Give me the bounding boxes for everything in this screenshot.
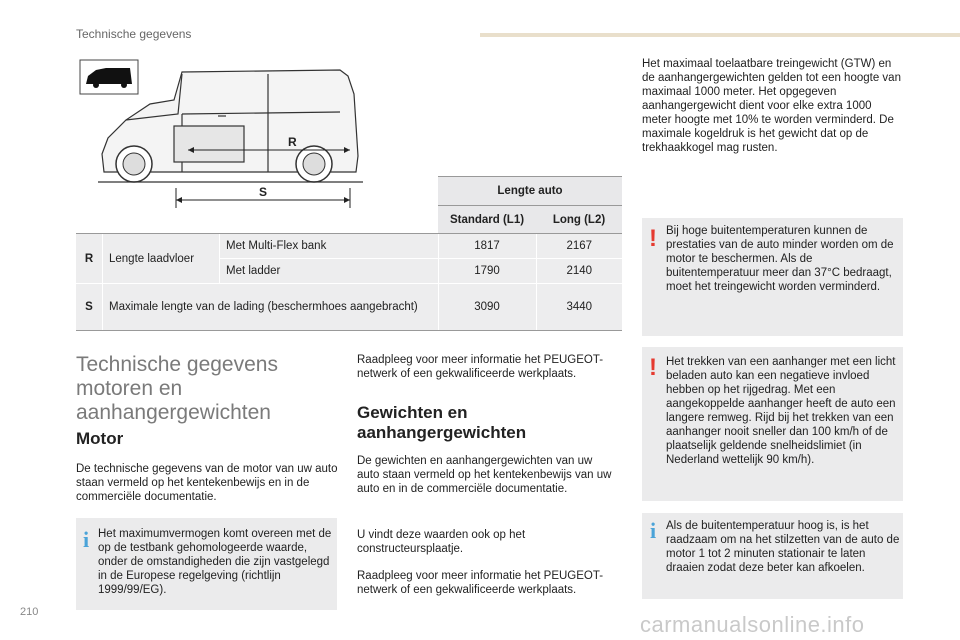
length-table xyxy=(76,176,622,331)
watermark: carmanualsonline.info xyxy=(640,612,865,637)
page-title: Technische gegevens motoren en aanhangergewichten xyxy=(76,353,278,424)
info-text: Als de buitentemperatuur hoog is, is het raadzaam om na het stilzetten van de auto de motor 1 tot 2 minuten stationair te laten draaien zodat deze beter kan afkoelen. xyxy=(666,520,900,574)
page-number: 210 xyxy=(20,606,39,618)
weights-text: De gewichten en aanhangergewichten van uw auto staan vermeld op het kentekenbewijs van uw auto en in de commerciële documentatie. xyxy=(357,455,612,495)
table-row xyxy=(76,234,622,259)
motor-heading: Motor xyxy=(76,429,124,448)
warning-icon: ! xyxy=(649,354,657,381)
cell-value: 1817 xyxy=(438,234,536,259)
weights-heading: Gewichten en aanhangergewichten xyxy=(357,403,527,442)
cell-value: 1790 xyxy=(438,259,536,284)
warning-box-towing xyxy=(642,347,903,501)
section-title: Technische gegevens xyxy=(76,27,192,41)
cell-value: 3090 xyxy=(438,284,536,331)
warning-box-temperature xyxy=(642,218,903,336)
row-code: S xyxy=(76,284,103,331)
row-code: R xyxy=(76,234,103,284)
plate-text: U vindt deze waarden ook op het constructeursplaatje. xyxy=(357,529,526,555)
table-group-header: Lengte auto xyxy=(438,177,622,206)
row-sub-label: Met Multi-Flex bank xyxy=(220,234,439,259)
van-small-icon xyxy=(80,60,138,94)
cell-value: 3440 xyxy=(536,284,622,331)
cell-value: 2167 xyxy=(536,234,622,259)
table-header-group xyxy=(76,177,622,206)
motor-text: De technische gegevens van de motor van uw auto staan vermeld op het kentekenbewijs en in de commerciële documentatie. xyxy=(76,463,338,503)
row-sub-label: Met ladder xyxy=(220,259,439,284)
header-divider xyxy=(480,33,960,37)
row-label: Lengte laadvloer xyxy=(103,234,220,284)
gtw-text: Het maximaal toelaatbare treingewicht (GTW) en de aanhangergewichten gelden tot een hoogte van maximaal 1000 meter. Het opgegeven aanhangergewicht dient voor elke extra 1000 meter hoogte met 10% te worden verminderd. De maximale kogeldruk is het gewicht dat op de trekhaakkogel mag rusten. xyxy=(642,58,901,154)
info-box-power xyxy=(76,518,337,610)
cell-value: 2140 xyxy=(536,259,622,284)
dealer-text: Raadpleeg voor meer informatie het PEUGEOT-netwerk of een gekwalificeerde werkplaats. xyxy=(357,570,604,596)
row-label: Maximale lengte van de lading (beschermhoes aangebracht) xyxy=(103,284,439,331)
dimension-r-label: R xyxy=(288,135,297,149)
info-icon: i xyxy=(649,518,657,543)
table-row xyxy=(76,284,622,331)
col-header-standard: Standard (L1) xyxy=(438,206,536,234)
info-box-cooling xyxy=(642,513,903,599)
middle-intro: Raadpleeg voor meer informatie het PEUGEOT-netwerk of een gekwalificeerde werkplaats. xyxy=(357,354,604,380)
dimension-s-label: S xyxy=(259,185,268,199)
table-header-columns xyxy=(76,206,622,234)
warning-icon: ! xyxy=(649,225,657,252)
info-text: Het maximumvermogen komt overeen met de op de testbank gehomologeerde waarde, onder de omstandigheden die zijn vastgelegd in de Europese regelgeving (richtlijn 1999/99/EG). xyxy=(98,528,332,596)
warning-text: Het trekken van een aanhanger met een licht beladen auto kan een negatieve invloed hebben op het rijgedrag. Met een aangekoppelde aanhanger heeft de auto een langere remweg. Rijd bij het trekken van een aanhanger nooit sneller dan 100 km/h of de plaatselijk geldende snelheidslimiet (in Nederland wettelijk 90 km/h). xyxy=(666,356,896,466)
col-header-long: Long (L2) xyxy=(536,206,622,234)
warning-text: Bij hoge buitentemperaturen kunnen de prestaties van de auto minder worden om de motor te beschermen. Als de buitentemperatuur meer dan 37°C bedraagt, moet het treingewicht worden verminderd. xyxy=(666,225,894,293)
info-icon: i xyxy=(82,527,90,552)
